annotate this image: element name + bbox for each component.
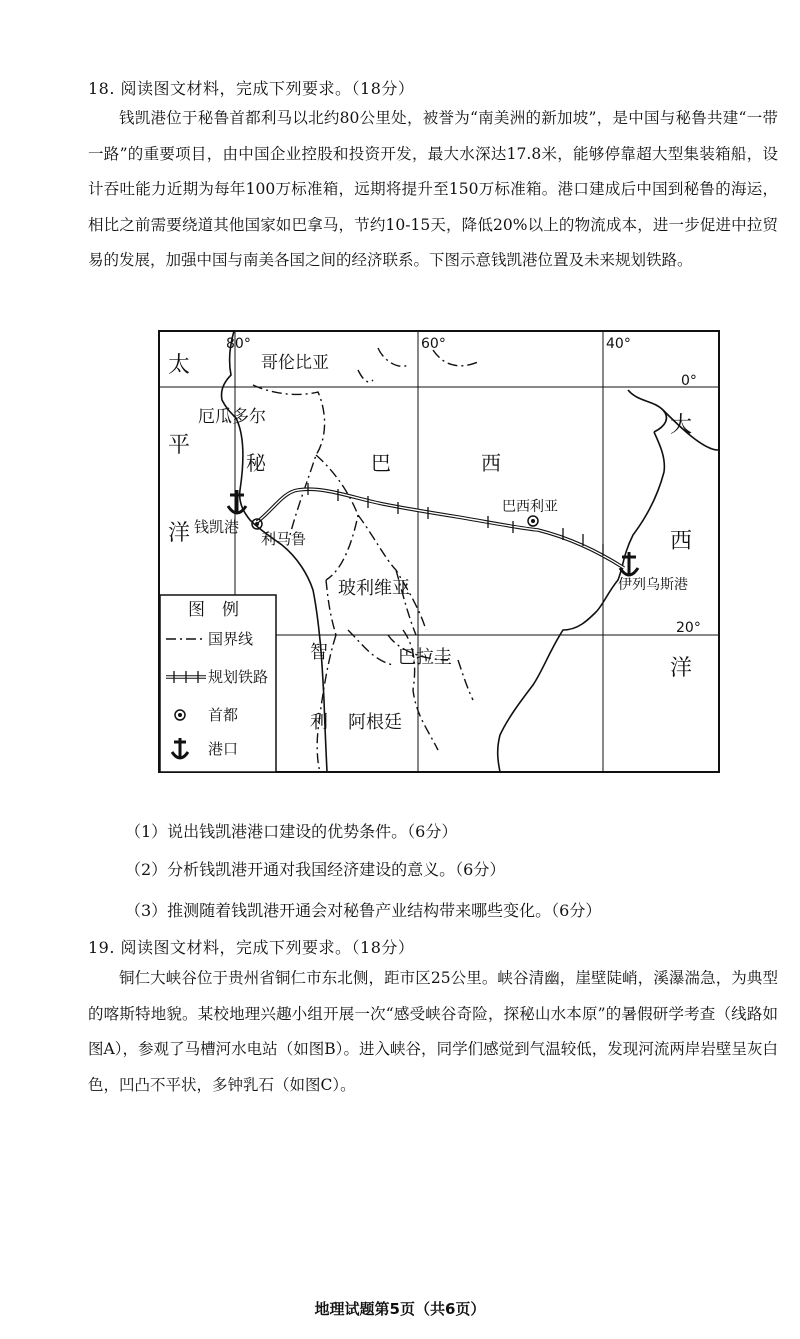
country-chile: 利 xyxy=(310,712,328,733)
place-ilheus: 伊列乌斯港 xyxy=(618,577,688,593)
anchor-icon xyxy=(228,490,246,513)
country-argentina: 阿根廷 xyxy=(348,712,402,733)
legend-title: 图 例 xyxy=(188,600,239,620)
country-colombia: 哥伦比亚 xyxy=(261,353,329,373)
lat-20-label: 20° xyxy=(676,620,701,636)
q18-sub-2: （2）分析钱凯港开通对我国经济建设的意义。（6分） xyxy=(125,860,506,879)
page-footer: 地理试题第5页（共6页） xyxy=(314,1300,486,1318)
q19-heading: 19. 阅读图文材料，完成下列要求。（18分） xyxy=(88,938,415,957)
country-paraguay: 巴拉圭 xyxy=(398,647,452,668)
place-brasilia: 巴西利亚 xyxy=(502,499,558,515)
map-legend xyxy=(160,595,276,772)
ocean-atlantic-char: 大 xyxy=(670,413,693,438)
south-america-map xyxy=(158,330,720,774)
legend-capital-label: 首都 xyxy=(208,706,239,724)
lon-40-label: 40° xyxy=(606,336,631,352)
country-brazil: 西 xyxy=(481,451,501,475)
legend-railway-label: 规划铁路 xyxy=(208,668,269,686)
lon-60-label: 60° xyxy=(421,336,446,352)
planned-railway xyxy=(257,489,624,568)
place-chancay: 钱凯港 xyxy=(194,518,240,536)
country-peru: 秘 xyxy=(246,451,266,475)
country-ecuador: 厄瓜多尔 xyxy=(198,407,266,427)
legend-border-label: 国界线 xyxy=(208,630,254,648)
border-lines xyxy=(253,348,478,772)
q19-paragraph: 铜仁大峡谷位于贵州省铜仁市东北侧，距市区25公里。峡谷清幽，崖壁陡峭，溪瀑湍急，为典型的喀斯特地貌。某校地理兴趣小组开展一次“感受峡谷奇险，探秘山水本原”的暑假研学考查（线路如图A），参观了马槽河水电站（如图B）。进入峡谷，同学们感觉到气温较低，发现河流两岸岩壁呈灰白色，凹凸不平状，多钟乳石（如图C）。 xyxy=(88,969,778,1094)
country-bolivia: 玻利维亚 xyxy=(338,578,410,599)
ocean-atlantic-char: 西 xyxy=(670,529,693,554)
country-brazil: 巴 xyxy=(371,451,391,475)
country-chile: 智 xyxy=(310,642,328,663)
ocean-pacific-char: 太 xyxy=(168,353,191,378)
ocean-atlantic-char: 洋 xyxy=(670,656,693,681)
ocean-pacific-char: 洋 xyxy=(168,521,191,546)
lon-80-label: 80° xyxy=(226,336,251,352)
ocean-pacific-char: 平 xyxy=(168,433,191,458)
lat-0-label: 0° xyxy=(681,373,697,389)
place-lima: 利马鲁 xyxy=(261,530,307,548)
q18-paragraph: 钱凯港位于秘鲁首都利马以北约80公里处，被誉为“南美洲的新加坡”，是中国与秘鲁共建“一带一路”的重要项目，由中国企业控股和投资开发，最大水深达17.8米，能够停靠超大型集装箱船，设计吞吐能力近期为每年100万标准箱，远期将提升至150万标准箱。港口建成后中国到秘鲁的海运，相比之前需要绕道其他国家如巴拿马，节约10-15天，降低20%以上的物流成本，进一步促进中拉贸易的发展，加强中国与南美各国之间的经济联系。下图示意钱凯港位置及未来规划铁路。 xyxy=(88,109,778,269)
q18-sub-3: （3）推测随着钱凯港开通会对秘鲁产业结构带来哪些变化。（6分） xyxy=(125,901,602,920)
capital-icon xyxy=(528,516,538,526)
q18-sub-1: （1）说出钱凯港港口建设的优势条件。（6分） xyxy=(125,822,458,841)
legend-port-label: 港口 xyxy=(208,740,239,758)
q18-heading: 18. 阅读图文材料，完成下列要求。（18分） xyxy=(88,79,415,98)
